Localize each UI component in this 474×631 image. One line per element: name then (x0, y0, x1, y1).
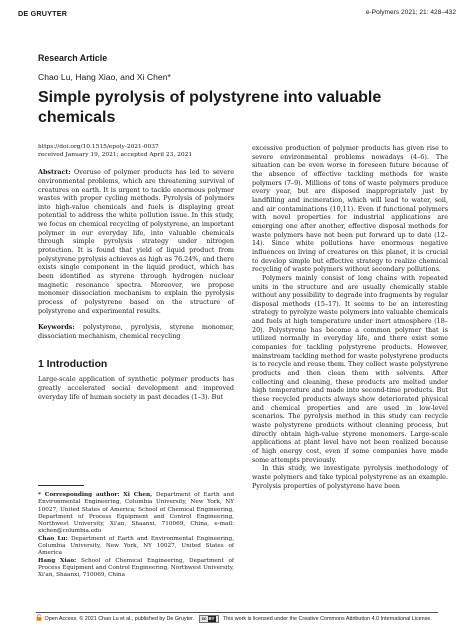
abstract-label: Abstract: (38, 168, 71, 177)
footnote-rule (38, 485, 84, 486)
doi-link[interactable]: https://doi.org/10.1515/epoly-2021-0037 (38, 144, 159, 150)
open-access-lock-icon (36, 614, 42, 621)
article-type: Research Article (38, 53, 108, 63)
introduction-paragraph: Large-scale application of synthetic polymer products has greatly accelerated social development and improved everyday life of human society in past decades (1–3). But (38, 375, 234, 401)
footer-divider (36, 612, 438, 613)
keywords-text: polystyrene, pyrolysis, styrene monomer, dissociation mechanism, chemical recycling (38, 323, 234, 340)
hang-xiao-affiliation-note (38, 558, 234, 580)
page-footer (36, 614, 438, 623)
keywords-label: Keywords: (38, 323, 75, 332)
corresponding-author-affiliation: Department of Earth and Environmental Engineering, Columbia University, New York, NY 10027, United States of America; School of Chemical Engineering, Department of Process Equipment and Control Engineering, Northwest University, Xi'an, Shaanxi, 710069, China, e-mail: xichen@columbia.edu (38, 492, 234, 535)
open-access-notice: Open Access. © 2021 Chao Lu et al., published by De Gruyter. (44, 616, 195, 622)
chao-lu-affiliation-note (38, 536, 234, 558)
chao-lu-affiliation: Department of Earth and Environmental Engineering, Columbia University, New York, NY 10027, United States of America (38, 535, 235, 557)
left-column (38, 144, 234, 401)
right-column (252, 144, 448, 490)
chao-lu-label: Chao Lu: (38, 535, 68, 542)
abstract-text: Overuse of polymer products has led to severe environmental problems, which are threatening survival of creatures on earth. It is urgent to tackle enormous polymer wastes with proper cycling methods. Pyrolysis of polymers into high-value chemicals and fuels is displaying great potential to address the white pollution issue. In this study, we focus on chemical recycling of polystyrene, an important polymer in our everyday life, into valuable chemicals through simple pyrolysis strategy under nitrogen protection. It is found that yield of liquid product from polystyrene pyrolysis achieves as high as 76.24%, and there exists single component in the liquid product, which has been identified as styrene through hydrogen nuclear magnetic resonance spectra. Moreover, we propose monomer dissociation mechanism to explain the pyrolysis process of polystyrene based on the structure of polystyrene and experimental results. (38, 168, 234, 315)
cc-by-license-icon[interactable] (199, 615, 219, 623)
corresponding-author-note (38, 492, 234, 536)
corresponding-author-label: * Corresponding author: Xi Chen, (38, 492, 153, 498)
publisher-name: DE GRUYTER (18, 9, 68, 18)
received-accepted-dates: received January 19, 2021; accepted April 23, 2021 (38, 151, 193, 158)
abstract (38, 168, 234, 315)
cc-by-text: BY (208, 616, 215, 621)
hang-xiao-label: Hang Xiao: (38, 557, 77, 564)
author-list: Chao Lu, Hang Xiao, and Xi Chen* (38, 72, 171, 82)
page-header (0, 0, 474, 22)
hang-xiao-affiliation: School of Chemical Engineering, Department of Process Equipment and Control Engineering, Northwest University, Xi'an, Shaanxi, 710069, China (38, 557, 234, 579)
introduction-heading: 1 Introduction (38, 358, 108, 370)
license-text: This work is licensed under the Creative Commons Attribution 4.0 International License. (223, 616, 432, 622)
body-paragraph-3: In this study, we investigate pyrolysis methodology of waste polymers and take typical polystyrene as an example. Pyrolysis properties of polystyrene have been (252, 464, 448, 490)
body-paragraph-1: excessive production of polymer products has given rise to severe environmental problems nowadays (4–6). The situation can be even worse in foreseen future because of the absence of effective tackling methods for waste polymers (7–9). Millions of tons of waste polymers produce every year, but are disposed inappropriately just by landfilling and incineration, which will lead to water, soil, and air contaminations (10,11). Even if functional polymers with novel properties for industrial applications are emerging one after another, effective disposal methods for waste polymers have not been put forward up to date (12–14). Since white pollutions have enormous negative influences on living of creatures on this planet, it is crucial to develop simple but effective strategy to realize chemical recycling of waste polymers without secondary pollutions. (252, 144, 448, 274)
cc-badge-text: cc (201, 616, 207, 621)
author-footnotes (38, 485, 234, 580)
article-title: Simple pyrolysis of polystyrene into valuable chemicals (38, 89, 382, 126)
journal-reference: e-Polymers 2021; 21: 428–432 (365, 9, 456, 16)
keywords (38, 323, 234, 340)
body-paragraph-2: Polymers mainly consist of long chains with repeated units in the structure and are usually chemically stable without any possibility to degrade into fragments by regular disposal methods (15–17). It seems to be an interesting strategy to pyrolyze waste polymers into valuable chemicals and fuels at high temperature under inert atmosphere (18–20). Polystyrene has become a common polymer that is utilized normally in everyday life, and there exist some companies for tackling polystyrene products. However, mainstream tackling method for waste polystyrene products is to recycle and reuse them. They collect waste polystyrene products and then clean them with solvents. After collecting and cleaning, these products are melted under high temperature and made into second-time products. But these recycled products always show deteriorated physical and chemical properties and are used in low-level scenarios. The pyrolysis method in this study can recycle waste polystyrene products without cleaning process, but directly obtain high-value styrene monomers. Large-scale applications at plant level have not been realized because of high energy cost, even if some companies have made some attempts previously. (252, 273, 448, 464)
